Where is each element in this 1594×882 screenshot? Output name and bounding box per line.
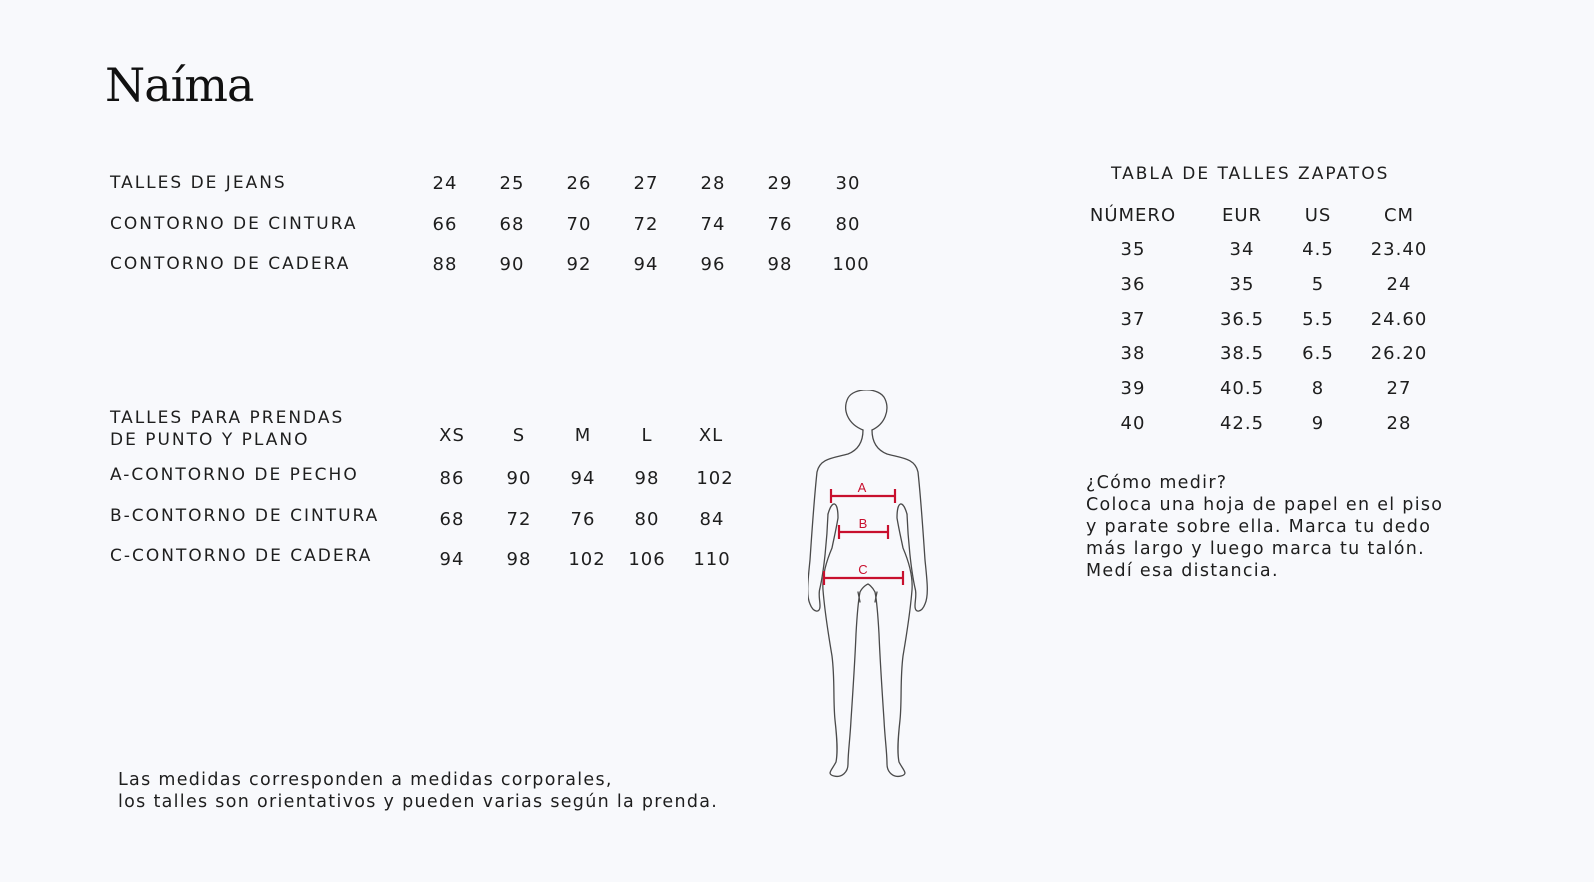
jeans-value: 96: [700, 254, 726, 275]
jeans-size: 29: [767, 173, 793, 194]
garment-value: 80: [634, 509, 660, 530]
garment-size: XL: [698, 425, 724, 446]
garment-row-label: A-CONTORNO DE PECHO: [110, 465, 359, 485]
garment-row-label: C-CONTORNO DE CADERA: [110, 546, 373, 566]
shoes-cell: 8: [1311, 378, 1325, 399]
garment-size: S: [512, 425, 526, 446]
garment-value: 102: [696, 468, 734, 489]
how-to-measure-line: Medí esa distancia.: [1086, 561, 1279, 581]
shoes-cell: 26.20: [1370, 343, 1428, 364]
jeans-size: 25: [499, 173, 525, 194]
jeans-value: 76: [767, 214, 793, 235]
how-to-measure-title: ¿Cómo medir?: [1086, 473, 1228, 493]
jeans-size: 27: [633, 173, 659, 194]
marker-b: B: [858, 516, 868, 531]
brand-logo: Naíma: [105, 58, 254, 112]
garment-value: 94: [439, 549, 465, 570]
garment-value: 68: [439, 509, 465, 530]
jeans-row-label: CONTORNO DE CINTURA: [110, 214, 358, 234]
shoes-cell: 38: [1120, 343, 1146, 364]
garment-value: 106: [628, 549, 666, 570]
shoes-cell: 6.5: [1302, 343, 1334, 364]
shoes-column-header: EUR: [1221, 205, 1263, 226]
shoes-cell: 40.5: [1219, 378, 1265, 399]
garment-row-label: B-CONTORNO DE CINTURA: [110, 506, 380, 526]
garment-value: 102: [568, 549, 606, 570]
how-to-measure: [1086, 472, 1443, 582]
garment-size: M: [574, 425, 592, 446]
shoes-cell: 39: [1120, 378, 1146, 399]
shoes-cell: 23.40: [1370, 239, 1428, 260]
shoes-table-title: TABLA DE TALLES ZAPATOS: [1111, 164, 1390, 184]
jeans-value: 74: [700, 214, 726, 235]
garment-size: L: [641, 425, 653, 446]
garment-size: XS: [439, 425, 465, 446]
shoes-cell: 36: [1120, 274, 1146, 295]
shoes-cell: 9: [1311, 413, 1325, 434]
shoes-cell: 42.5: [1219, 413, 1265, 434]
garment-value: 110: [693, 549, 731, 570]
jeans-header-label: TALLES DE JEANS: [110, 173, 287, 193]
shoes-cell: 40: [1120, 413, 1146, 434]
shoes-cell: 38.5: [1219, 343, 1265, 364]
garments-header-line1: TALLES PARA PRENDAS: [110, 408, 345, 428]
shoes-column-header: US: [1304, 205, 1332, 226]
jeans-value: 68: [499, 214, 525, 235]
garment-value: 98: [634, 468, 660, 489]
jeans-size: 28: [700, 173, 726, 194]
garments-header-line2: DE PUNTO Y PLANO: [110, 430, 310, 450]
jeans-size: 26: [566, 173, 592, 194]
footnote-line: Las medidas corresponden a medidas corporales,: [118, 770, 613, 790]
body-outline: [808, 390, 927, 776]
marker-c: C: [858, 562, 868, 577]
shoes-cell: 5: [1311, 274, 1325, 295]
body-measurement-figure: [808, 390, 938, 790]
shoes-cell: 35: [1120, 239, 1146, 260]
shoes-column-header: NÚMERO: [1089, 205, 1177, 226]
jeans-value: 94: [633, 254, 659, 275]
shoes-cell: 36.5: [1219, 309, 1265, 330]
shoes-cell: 24.60: [1370, 309, 1428, 330]
shoes-cell: 28: [1386, 413, 1412, 434]
shoes-column-header: CM: [1383, 205, 1415, 226]
shoes-cell: 4.5: [1302, 239, 1334, 260]
jeans-row-label: CONTORNO DE CADERA: [110, 254, 351, 274]
jeans-value: 70: [566, 214, 592, 235]
garment-value: 84: [699, 509, 725, 530]
jeans-value: 98: [767, 254, 793, 275]
garment-value: 98: [506, 549, 532, 570]
shoes-cell: 34: [1229, 239, 1255, 260]
jeans-value: 72: [633, 214, 659, 235]
how-to-measure-line: y parate sobre ella. Marca tu dedo: [1086, 517, 1432, 537]
shoes-cell: 37: [1120, 309, 1146, 330]
shoes-cell: 35: [1229, 274, 1255, 295]
jeans-value: 80: [835, 214, 861, 235]
garment-value: 94: [570, 468, 596, 489]
jeans-size: 30: [835, 173, 861, 194]
jeans-value: 92: [566, 254, 592, 275]
shoes-cell: 27: [1386, 378, 1412, 399]
shoes-cell: 24: [1386, 274, 1412, 295]
marker-a: A: [857, 480, 867, 495]
footnote: [118, 769, 718, 813]
jeans-value: 90: [499, 254, 525, 275]
garment-value: 86: [439, 468, 465, 489]
how-to-measure-line: Coloca una hoja de papel en el piso: [1086, 495, 1444, 515]
jeans-size: 24: [432, 173, 458, 194]
how-to-measure-line: más largo y luego marca tu talón.: [1086, 539, 1426, 559]
garment-value: 76: [570, 509, 596, 530]
footnote-line: los talles son orientativos y pueden varias según la prenda.: [118, 792, 719, 812]
shoes-cell: 5.5: [1302, 309, 1334, 330]
garment-value: 72: [506, 509, 532, 530]
jeans-value: 88: [432, 254, 458, 275]
jeans-value: 66: [432, 214, 458, 235]
jeans-value: 100: [832, 254, 870, 275]
garment-value: 90: [506, 468, 532, 489]
